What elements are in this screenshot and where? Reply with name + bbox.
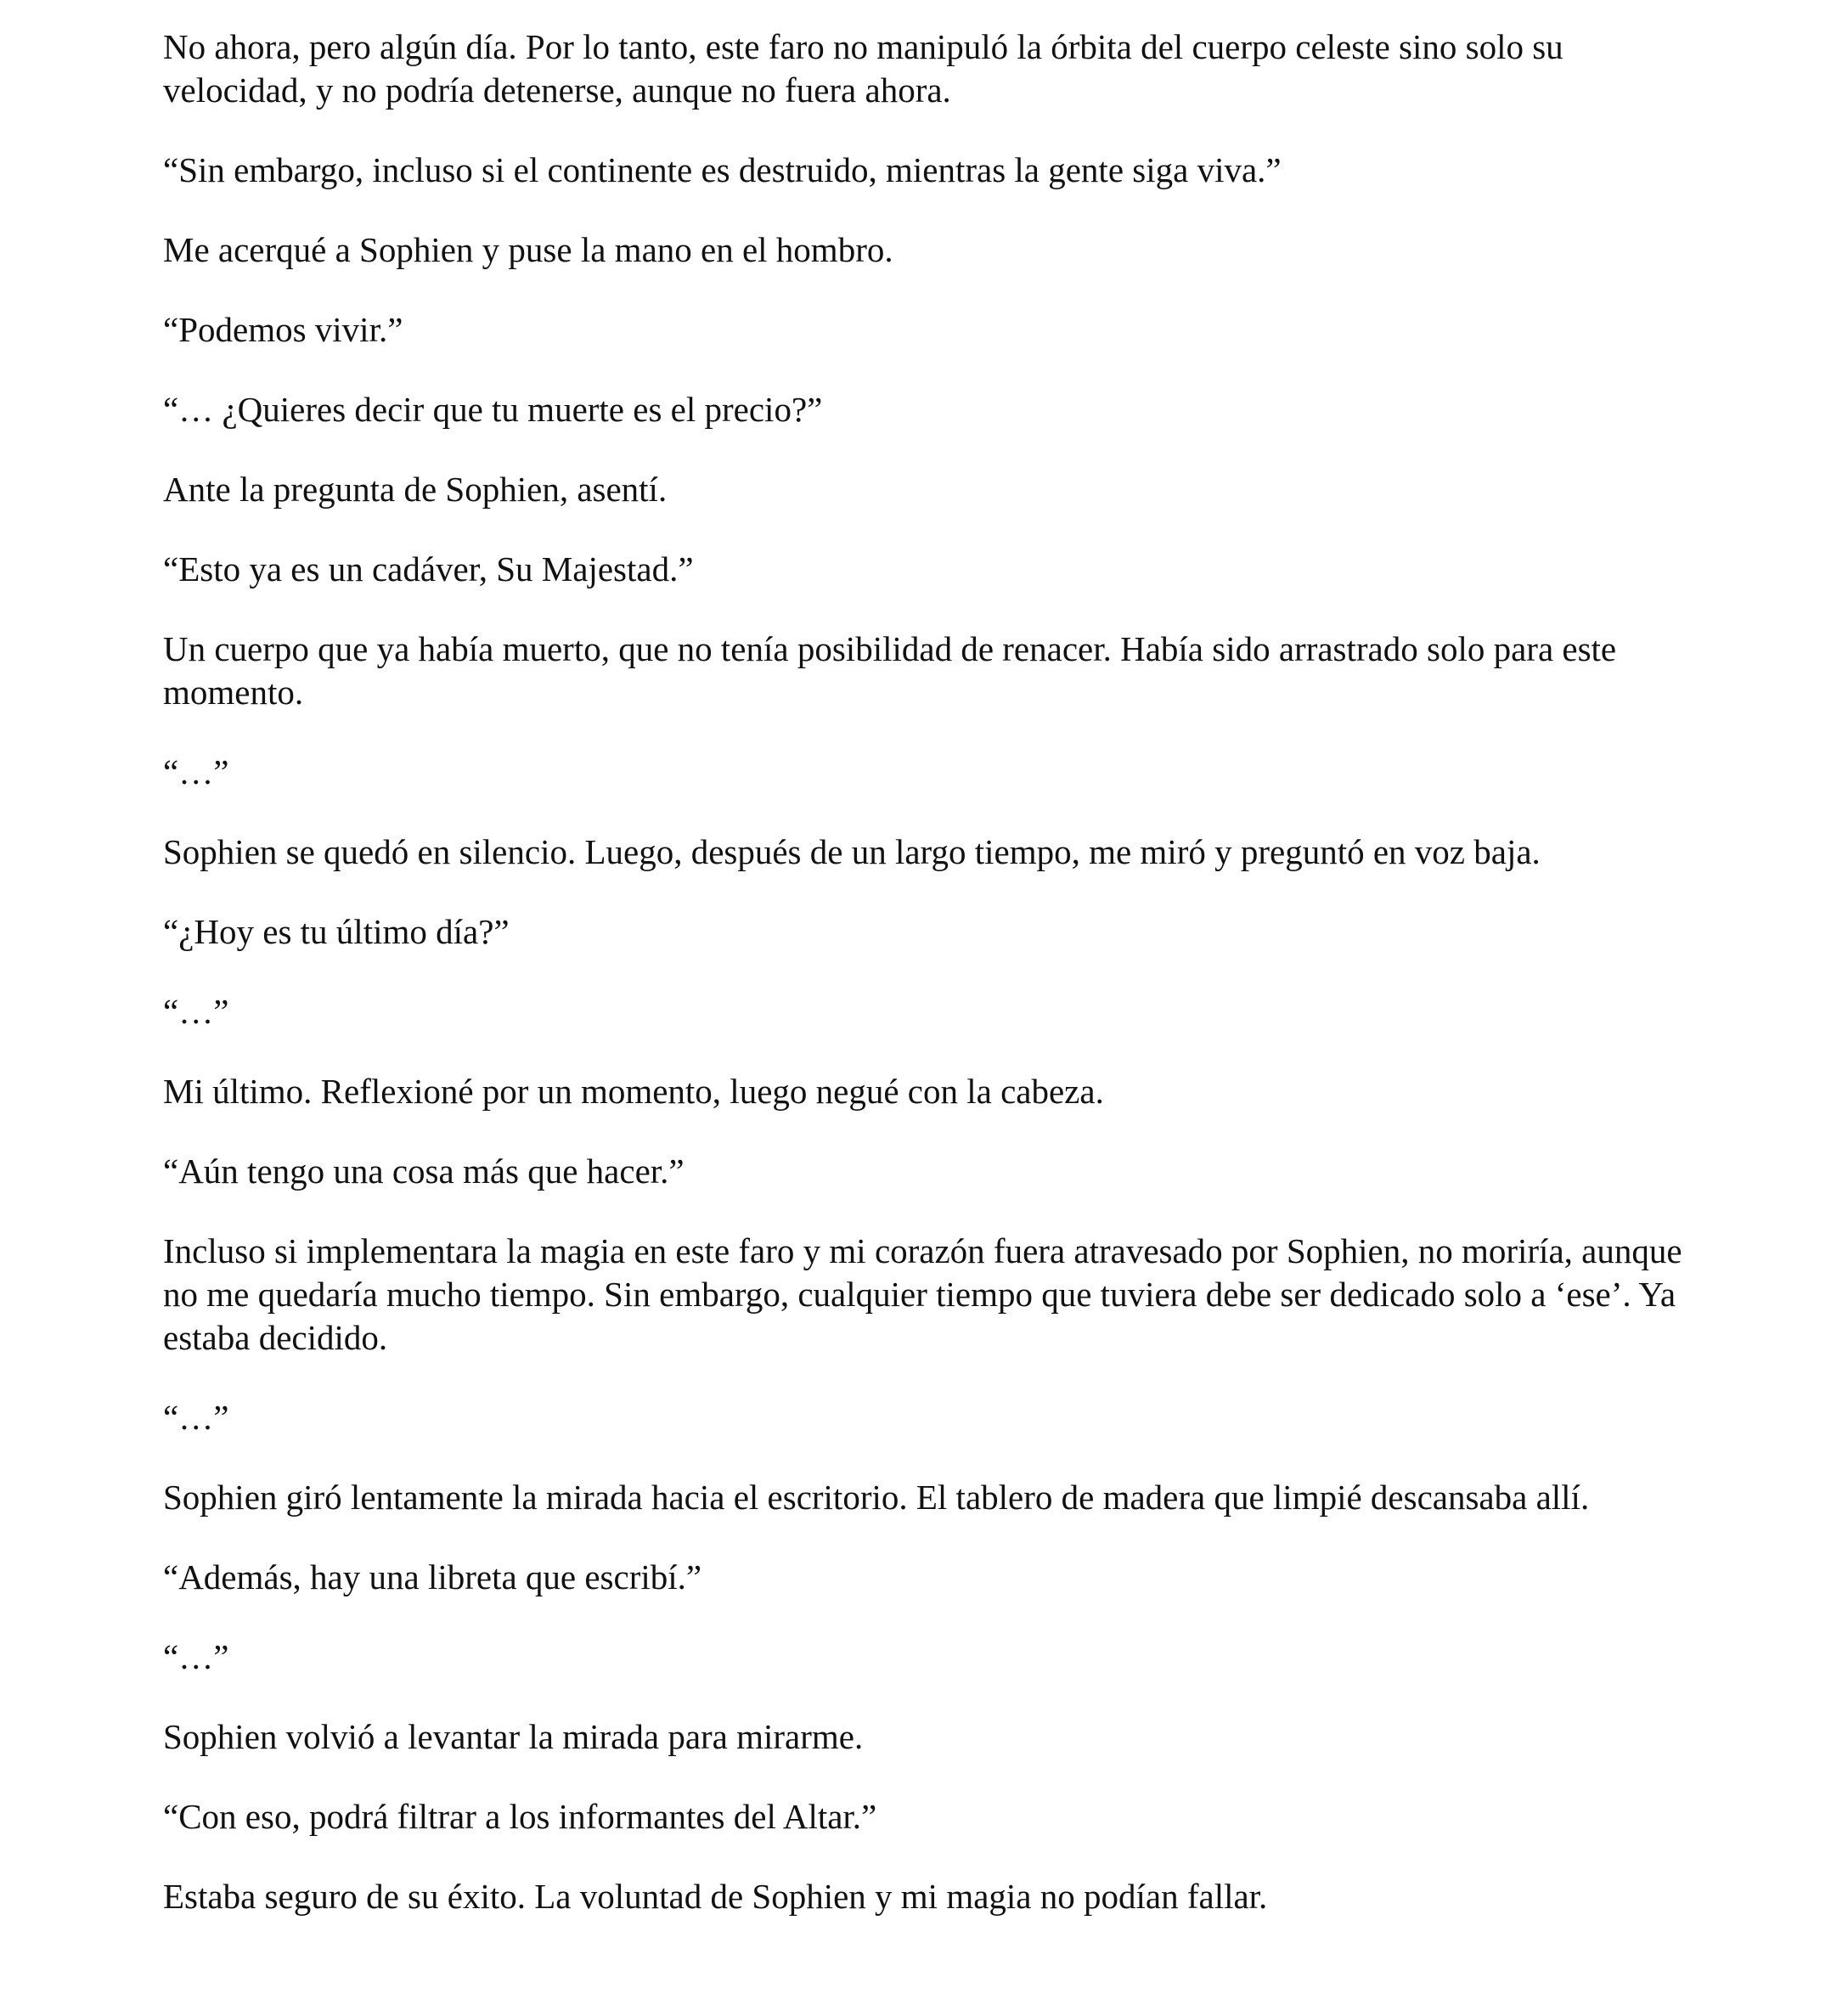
- paragraph: Sophien se quedó en silencio. Luego, después de un largo tiempo, me miró y preguntó en voz baja.: [163, 832, 1541, 871]
- paragraph: Mi último. Reflexioné por un momento, luego negué con la cabeza.: [163, 1072, 1104, 1111]
- paragraph: Me acerqué a Sophien y puse la mano en el hombro.: [163, 230, 893, 269]
- paragraph: “…”: [163, 1637, 229, 1676]
- paragraph: No ahora, pero algún día. Por lo tanto, este faro no manipuló la órbita del cuerpo celeste sino solo su velocidad, y no podría detenerse, aunque no fuera ahora.: [163, 27, 1563, 110]
- document-page: [163, 25, 1692, 1955]
- paragraph: “Sin embargo, incluso si el continente es destruido, mientras la gente siga viva.”: [163, 150, 1282, 189]
- paragraph: “…”: [163, 752, 229, 791]
- paragraph: Sophien volvió a levantar la mirada para mirarme.: [163, 1717, 864, 1756]
- paragraph: “Aún tengo una cosa más que hacer.”: [163, 1152, 685, 1191]
- paragraph: Un cuerpo que ya había muerto, que no tenía posibilidad de renacer. Había sido arrastrado solo para este momento.: [163, 629, 1617, 712]
- paragraph: “Podemos vivir.”: [163, 310, 403, 349]
- paragraph: “¿Hoy es tu último día?”: [163, 912, 510, 951]
- paragraph: “Con eso, podrá filtrar a los informantes del Altar.”: [163, 1797, 877, 1836]
- paragraph: “… ¿Quieres decir que tu muerte es el precio?”: [163, 390, 823, 429]
- paragraph: Incluso si implementara la magia en este faro y mi corazón fuera atravesado por Sophien, no moriría, aunque no me quedaría mucho tiempo. Sin embargo, cualquier tiempo que tuviera debe ser dedicado solo a ‘ese’. Ya estaba decidido.: [163, 1231, 1682, 1357]
- paragraph: Ante la pregunta de Sophien, asentí.: [163, 470, 668, 509]
- paragraph: “Esto ya es un cadáver, Su Majestad.”: [163, 549, 694, 588]
- paragraph: “…”: [163, 992, 229, 1031]
- paragraph: Sophien giró lentamente la mirada hacia el escritorio. El tablero de madera que limpié descansaba allí.: [163, 1478, 1590, 1517]
- paragraph: “Además, hay una libreta que escribí.”: [163, 1557, 702, 1596]
- paragraph: “…”: [163, 1398, 229, 1437]
- paragraph: Estaba seguro de su éxito. La voluntad de Sophien y mi magia no podían fallar.: [163, 1877, 1268, 1916]
